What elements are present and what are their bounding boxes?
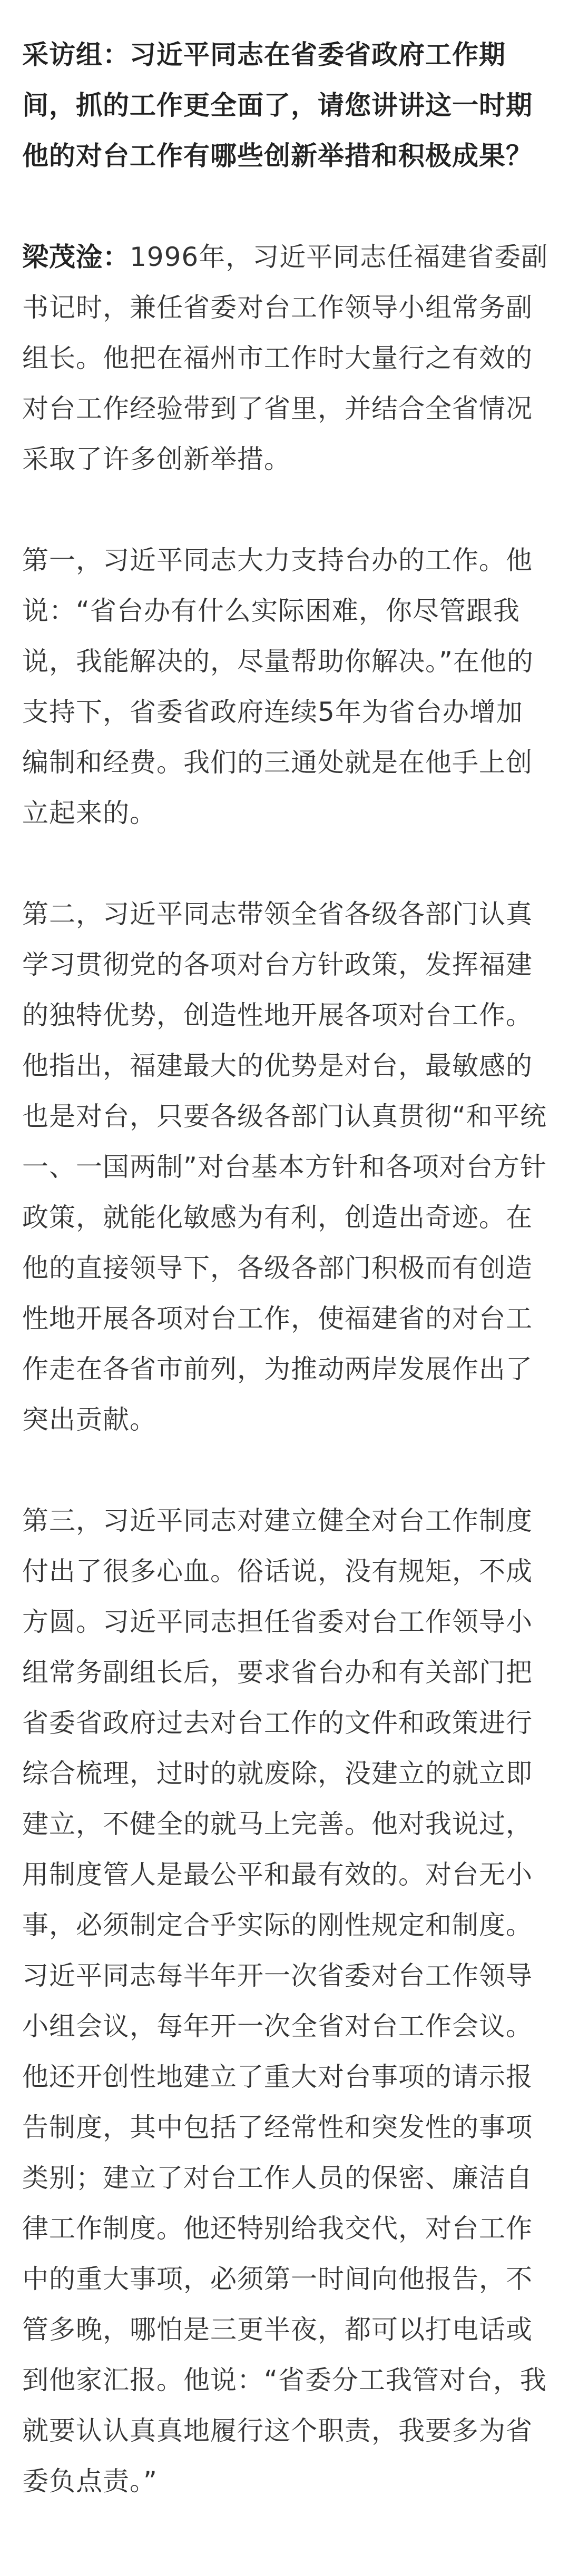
question-paragraph <box>22 29 549 181</box>
question-speaker: 采访组： <box>22 39 130 70</box>
answer-paragraph-3: 第三，习近平同志对建立健全对台工作制度付出了很多心血。俗话说，没有规矩，不成方圆。习近平同志担任省委对台工作领导小组常务副组长后，要求省台办和有关部门把省委省政府过去对台工作的文件和政策进行综合梳理，过时的就废除，没建立的就立即建立，不健全的就马上完善。他对我说过，用制度管人是最公平和最有效的。对台无小事，必须制定合乎实际的刚性规定和制度。习近平同志每半年开一次省委对台工作领导小组会议，每年开一次全省对台工作会议。他还开创性地建立了重大对台事项的请示报告制度，其中包括了经常性和突发性的事项类别；建立了对台工作人员的保密、廉洁自律工作制度。他还特别给我交代，对台工作中的重大事项，必须第一时间向他报告，不管多晚，哪怕是三更半夜，都可以打电话或到他家汇报。他说：“省委分工我管对台，我就要认认真真地履行这个职责，我要多为省委负点责。” <box>22 1505 547 2496</box>
paragraph-spacer <box>22 484 549 535</box>
answer-paragraph-1: 第一，习近平同志大力支持台办的工作。他说：“省台办有什么实际困难，你尽管跟我说，我能解决的，尽量帮助你解决。”在他的支持下，省委省政府连续5年为省台办增加编制和经费。我们的三通处就是在他手上创立起来的。 <box>22 545 534 828</box>
answer-paragraph-2: 第二，习近平同志带领全省各级各部门认真学习贯彻党的各项对台方针政策，发挥福建的独特优势，创造性地开展各项对台工作。他指出，福建最大的优势是对台，最敏感的也是对台，只要各级各部门认真贯彻“和平统一、一国两制”对台基本方针和各项对台方针政策，就能化敏感为有利，创造出奇迹。在他的直接领导下，各级各部门积极而有创造性地开展各项对台工作，使福建省的对台工作走在各省市前列，为推动两岸发展作出了突出贡献。 <box>22 899 547 1435</box>
question-text: 习近平同志在省委省政府工作期间，抓的工作更全面了，请您讲讲这一时期他的对台工作有哪些创新举措和积极成果？ <box>22 39 533 171</box>
article-body <box>22 29 549 2506</box>
paragraph-spacer <box>22 181 549 232</box>
paragraph-spacer <box>22 1445 549 1495</box>
answer-intro-text: 1996年，习近平同志任福建省委副书记时，兼任省委对台工作领导小组常务副组长。他把在福州市工作时大量行之有效的对台工作经验带到了省里，并结合全省情况采取了许多创新举措。 <box>22 242 548 474</box>
paragraph-spacer <box>22 838 549 889</box>
answer-speaker: 梁茂淦： <box>22 242 130 272</box>
answer-intro-paragraph <box>22 232 549 484</box>
